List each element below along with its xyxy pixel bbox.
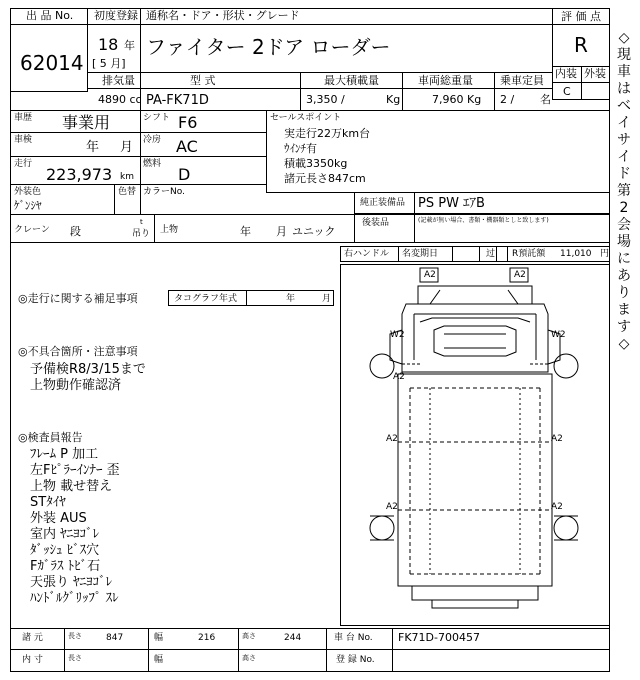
r-deposit-value: 11,010 [560,249,592,259]
standard-equip-value: PS PW ｴｱB [418,196,485,211]
max-load-label: 最大積載量 [324,74,379,87]
interior-score: C [563,85,571,98]
fuel-label: 燃料 [143,159,162,169]
ac-value: AC [176,137,198,156]
side-notice-char: ◇ [618,336,630,352]
inspector-item: 室内 ﾔﾆﾖｺﾞﾚ [30,527,100,542]
interior-label: 内装 [555,67,577,80]
side-notice-char: ベ [617,98,631,114]
capacity-label: 乗車定員 [500,74,544,87]
inspector-item: 左Fﾋﾟﾗｰｲﾝﾅｰ 歪 [30,463,120,478]
lot-label: 出 品 No. [26,9,74,22]
side-notice-char: 車 [617,64,631,80]
side-notice-char: 会 [617,217,631,233]
excess-flag: 过 [486,249,496,259]
tacho-month: 月 [322,294,332,304]
mileage-label: 走行 [14,159,33,169]
inspector-item: ﾊﾝﾄﾞﾙｸﾞﾘｯﾌﾟ ｽﾚ [30,591,119,606]
ac-label: 冷房 [143,135,162,145]
side-notice-char: あ [617,268,631,284]
crane-label: クレーン [14,225,50,235]
vehicle-name: ファイター 2ドア ローダー [146,35,391,59]
damage-mark-a2: A2 [514,270,526,280]
reg-label: 初度登録 [94,9,138,22]
lot-number: 62014 [20,51,84,75]
name-label: 通称名・ドア・形状・グレード [146,9,300,22]
sales-lines [284,126,370,186]
inspector-item: ﾌﾚｰﾑ P 加工 [30,447,99,462]
footer-height-label-2: 高さ [242,654,256,662]
aftermarket-note: (記載が無い場合、書類・機器類としと致します) [418,217,549,224]
inspector-item: Fｶﾞﾗｽ ﾄﾋﾞ石 [30,559,101,574]
side-notice-char: 2 [619,200,629,216]
footer-interior-label: 内 寸 [22,655,43,665]
defect-item: 予備検R8/3/15まで [30,362,146,377]
inspector-item: ﾀﾞｯｼｭ ﾋﾞｽ穴 [30,543,100,558]
footer-chassis-label: 車 台 No. [334,633,373,643]
r-deposit-label: R預託額 [512,249,546,259]
damage-mark-a2: A2 [551,502,563,512]
footer-length: 847 [106,633,124,643]
name-change-label: 名変期日 [402,249,439,259]
excess-box [496,246,508,262]
max-load-unit: Kg [386,93,401,106]
ext-color-value: ｹﾞﾝｼﾔ [14,199,42,212]
inspection-label: 車検 [14,135,33,145]
side-notice-char: ま [617,302,631,318]
gross-weight-value: 7,960 Kg [432,93,482,106]
standard-equip-label: 純正装備品 [360,198,406,208]
side-notice [614,30,634,353]
inspector-item: 外装 AUS [30,511,87,526]
inspector-item: 上物 載せ替え [30,479,113,494]
footer-width-label: 幅 [154,633,164,643]
side-notice-char: イ [617,149,631,165]
defects-list [30,362,146,394]
shift-label: シフト [143,113,171,123]
color-no-label: カラーNo. [143,187,185,197]
side-notice-char: 場 [617,234,631,250]
sales-line: 実走行22万km台 [284,127,371,140]
exterior-label: 外装 [584,67,606,80]
inspection-month: 月 [120,140,134,155]
side-notice-char: 現 [617,47,631,63]
footer-width: 216 [198,633,216,643]
footer-width-label-2: 幅 [154,655,164,665]
reg-month: [ 5 月] [92,57,126,70]
crane-tons: t [140,218,143,226]
capacity-unit: 名 [540,93,551,106]
crane-lift: 吊り [132,229,151,239]
mileage-value: 223,973 [46,165,113,184]
model-label: 型 式 [190,74,216,87]
mileage-unit: km [120,172,134,182]
footer-length-label: 長さ [68,632,82,640]
upper-year: 年 [240,225,251,238]
reg-year: 18 [98,35,119,54]
side-notice-char: イ [617,115,631,131]
footer-height: 244 [284,633,302,643]
damage-mark-a2: A2 [386,502,398,512]
driving-notes-title: ◎走行に関する補足事項 [18,292,138,305]
sales-label: セールスポイント [270,113,342,123]
inspector-item: STﾀｲﾔ [30,495,66,510]
sales-line: ｳｲﾝﾁ有 [284,142,317,155]
footer-chassis-value: FK71D-700457 [398,631,480,644]
footer-length-label-2: 長さ [68,654,82,662]
history-label: 車歴 [14,113,33,123]
inspection-year: 年 [86,140,100,155]
side-notice-char: ド [617,166,631,182]
footer-reg-no-label: 登 録 No. [336,655,375,665]
upper-label: 上物 [160,225,179,235]
name-change-box [452,246,480,262]
side-notice-char: 第 [617,183,631,199]
inspector-list [30,447,120,607]
upper-maker: ユニック [292,225,336,238]
model-value: PA-FK71D [146,93,209,108]
damage-mark-w2: W2 [390,330,405,340]
eval-score: R [574,33,588,57]
truck-diagram [340,264,610,626]
fuel-value: D [178,165,191,184]
reg-year-unit: 年 [124,39,135,52]
side-notice-char: サ [617,132,631,148]
ext-color-label: 外装色 [14,187,42,197]
crane-stage: 段 [70,225,81,238]
footer-height-label: 高さ [242,632,256,640]
damage-mark-a2: A2 [424,270,436,280]
capacity-value: 2 / [500,93,515,106]
shift-value: F6 [178,113,198,132]
displacement-label: 排気量 [102,74,135,87]
sales-line: 積載3350kg [284,157,348,170]
eval-label: 評 価 点 [561,10,601,23]
side-notice-char: は [617,81,631,97]
side-notice-char: す [617,319,631,335]
yen-label: 円 [600,249,610,259]
defect-item: 上物動作確認済 [30,378,122,393]
inspector-item: 天張り ﾔﾆﾖｺﾞﾚ [30,575,113,590]
sales-line: 諸元長さ847cm [284,172,366,185]
damage-mark-a2: A2 [393,372,405,382]
side-notice-char: り [617,285,631,301]
footer-specs-label: 諸 元 [22,633,43,643]
displacement-value: 4890 cc [98,93,142,106]
defects-title: ◎不具合箇所・注意事項 [18,345,138,358]
rhd-flag: 右ハンドル [344,249,390,259]
color-change-label: 色替 [118,187,137,197]
tacho-label: タコグラフ年式 [174,294,238,304]
gross-weight-label: 車両総重量 [418,74,473,87]
damage-mark-w2: W2 [551,330,566,340]
damage-mark-a2: A2 [551,434,563,444]
damage-mark-a2: A2 [386,434,398,444]
history-value: 事業用 [62,113,111,132]
upper-month: 月 [276,225,287,238]
side-notice-char: に [617,251,631,267]
inspector-title: ◎検査員報告 [18,431,83,444]
max-load-value: 3,350 / [306,93,345,106]
side-notice-char: ◇ [618,30,630,46]
tacho-year: 年 [286,294,296,304]
aftermarket-label: 後装品 [362,218,390,228]
